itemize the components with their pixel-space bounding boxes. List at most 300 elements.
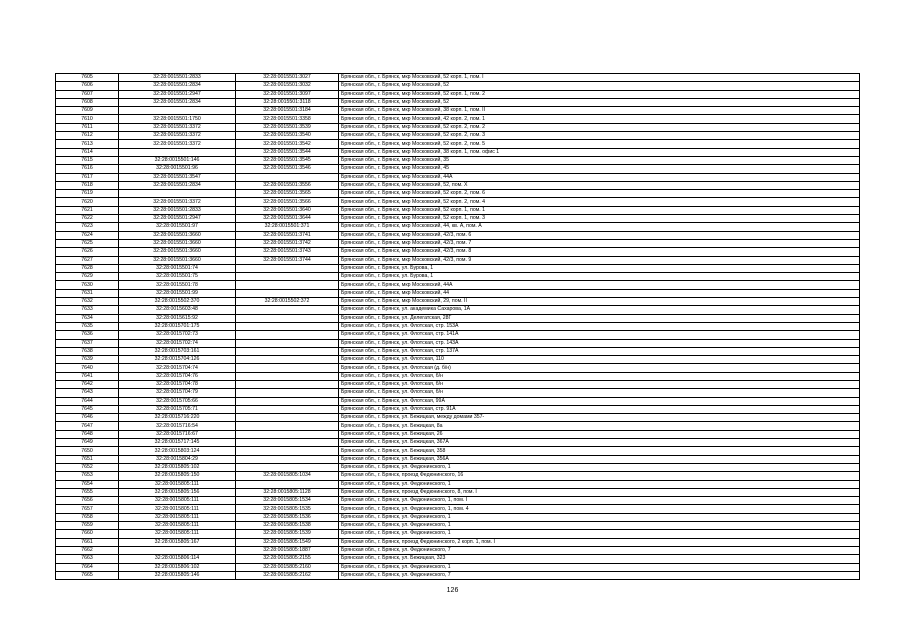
table-row <box>56 82 860 90</box>
row-number-cell: 7616 <box>56 165 119 173</box>
address-cell: Брянская обл., г. Брянск, мкр Московский, 52 корп. 2, пом. 2 <box>339 123 860 131</box>
row-number-cell: 7639 <box>56 356 119 364</box>
object-number-cell <box>236 264 339 272</box>
parcel-number-cell: 32:28:0015501:75 <box>119 273 236 281</box>
parcel-number-cell: 32:28:0015501:3660 <box>119 248 236 256</box>
table-row <box>56 513 860 521</box>
table-row <box>56 488 860 496</box>
address-cell: Брянская обл., г. Брянск, ул. Федюнинского, 7 <box>339 546 860 554</box>
row-number-cell: 7640 <box>56 364 119 372</box>
object-number-cell <box>236 356 339 364</box>
object-number-cell: 32:28:0015805:1549 <box>236 538 339 546</box>
row-number-cell: 7610 <box>56 115 119 123</box>
table-row <box>56 306 860 314</box>
address-cell: Брянская обл., г. Брянск, мкр Московский, 44А <box>339 281 860 289</box>
address-cell: Брянская обл., г. Брянск, мкр Московский, 44, кв. А, пом. А <box>339 223 860 231</box>
address-cell: Брянская обл., г. Брянск, мкр Московский, 52 корп. 2, пом. 5 <box>339 140 860 148</box>
object-number-cell: 32:28:0015501:3027 <box>236 74 339 82</box>
table-row <box>56 372 860 380</box>
address-cell: Брянская обл., г. Брянск, мкр Московский, 52 корп. 2, пом. 6 <box>339 190 860 198</box>
parcel-number-cell: 32:28:0015615:92 <box>119 314 236 322</box>
row-number-cell: 7665 <box>56 571 119 579</box>
object-number-cell <box>236 273 339 281</box>
table-row <box>56 405 860 413</box>
row-number-cell: 7623 <box>56 223 119 231</box>
parcel-number-cell: 32:28:0015603:48 <box>119 306 236 314</box>
object-number-cell <box>236 422 339 430</box>
row-number-cell: 7615 <box>56 156 119 164</box>
object-number-cell: 32:28:0015501:3556 <box>236 181 339 189</box>
row-number-cell: 7659 <box>56 522 119 530</box>
address-cell: Брянская обл., г. Брянск, мкр Московский, 52 корп. 1, пом. 2 <box>339 90 860 98</box>
object-number-cell <box>236 480 339 488</box>
table-row <box>56 181 860 189</box>
table-row <box>56 239 860 247</box>
object-number-cell <box>236 414 339 422</box>
row-number-cell: 7653 <box>56 472 119 480</box>
table-row <box>56 98 860 106</box>
object-number-cell: 32:28:0015501:3566 <box>236 198 339 206</box>
table-row <box>56 148 860 156</box>
address-cell: Брянская обл., г. Брянск, проезд Федюнинского, 2 корп. 1, пом. I <box>339 538 860 546</box>
address-cell: Брянская обл., г. Брянск, мкр Московский, 52 корп. 1, пом. 3 <box>339 215 860 223</box>
address-cell: Брянская обл., г. Брянск, ул. Флотская, стр. 143А <box>339 339 860 347</box>
row-number-cell: 7657 <box>56 505 119 513</box>
table-body <box>56 74 860 580</box>
object-number-cell: 32:28:0015501:371 <box>236 223 339 231</box>
table-row <box>56 397 860 405</box>
row-number-cell: 7607 <box>56 90 119 98</box>
parcel-number-cell: 32:28:0015501:2833 <box>119 206 236 214</box>
address-cell: Брянская обл., г. Брянск, ул. Флотская, б/н <box>339 389 860 397</box>
parcel-number-cell: 32:28:0015805:111 <box>119 522 236 530</box>
address-cell: Брянская обл., г. Брянск, мкр Московский, 52 <box>339 82 860 90</box>
parcel-number-cell: 32:28:0015704:74 <box>119 364 236 372</box>
address-cell: Брянская обл., г. Брянск, ул. Федюнинского, 7 <box>339 571 860 579</box>
address-cell: Брянская обл., г. Брянск, ул. Бурова, 1 <box>339 264 860 272</box>
row-number-cell: 7644 <box>56 397 119 405</box>
parcel-number-cell: 32:28:0015705:66 <box>119 397 236 405</box>
address-cell: Брянская обл., г. Брянск, ул. академика Сахарова, 1А <box>339 306 860 314</box>
row-number-cell: 7664 <box>56 563 119 571</box>
parcel-number-cell: 32:28:0015704:126 <box>119 356 236 364</box>
parcel-number-cell: 32:28:0015702:73 <box>119 331 236 339</box>
table-row <box>56 555 860 563</box>
table-row <box>56 115 860 123</box>
address-cell: Брянская обл., г. Брянск, ул. Бурова, 1 <box>339 273 860 281</box>
address-cell: Брянская обл., г. Брянск, ул. Бежицкая, 358 <box>339 447 860 455</box>
address-cell: Брянская обл., г. Брянск, мкр Московский, 38 корп. 1, пом. офис 1 <box>339 148 860 156</box>
parcel-number-cell: 32:28:0015701:175 <box>119 322 236 330</box>
address-cell: Брянская обл., г. Брянск, ул. Флотская, стр. 137А <box>339 347 860 355</box>
object-number-cell <box>236 455 339 463</box>
parcel-number-cell <box>119 546 236 554</box>
parcel-number-cell: 32:28:0015501:3547 <box>119 173 236 181</box>
address-cell: Брянская обл., г. Брянск, мкр Московский, 42 корп. 2, пом. 1 <box>339 115 860 123</box>
address-cell: Брянская обл., г. Брянск, ул. Бежицкая, 367А <box>339 439 860 447</box>
parcel-number-cell: 32:28:0015501:2947 <box>119 90 236 98</box>
parcel-number-cell: 32:28:0015806:102 <box>119 563 236 571</box>
table-row <box>56 522 860 530</box>
row-number-cell: 7614 <box>56 148 119 156</box>
parcel-number-cell: 32:28:0015501:3660 <box>119 239 236 247</box>
address-cell: Брянская обл., г. Брянск, мкр Московский, 44А <box>339 173 860 181</box>
row-number-cell: 7608 <box>56 98 119 106</box>
object-number-cell <box>236 397 339 405</box>
row-number-cell: 7622 <box>56 215 119 223</box>
object-number-cell <box>236 405 339 413</box>
address-cell: Брянская обл., г. Брянск, ул. Бежицкая, 26 <box>339 430 860 438</box>
address-cell: Брянская обл., г. Брянск, мкр Московский, 42/3, пом. 7 <box>339 239 860 247</box>
object-number-cell: 32:28:0015501:3097 <box>236 90 339 98</box>
table-row <box>56 439 860 447</box>
address-cell: Брянская обл., г. Брянск, мкр Московский, 42/3, пом. 6 <box>339 231 860 239</box>
parcel-number-cell: 32:28:0015805:156 <box>119 488 236 496</box>
object-number-cell: 32:28:0015501:3032 <box>236 82 339 90</box>
parcel-number-cell: 32:28:0015501:78 <box>119 281 236 289</box>
row-number-cell: 7641 <box>56 372 119 380</box>
row-number-cell: 7606 <box>56 82 119 90</box>
address-cell: Брянская обл., г. Брянск, ул. Федюнинского, 1 <box>339 522 860 530</box>
object-number-cell: 32:28:0015501:3358 <box>236 115 339 123</box>
table-row <box>56 140 860 148</box>
table-row <box>56 563 860 571</box>
row-number-cell: 7611 <box>56 123 119 131</box>
table-row <box>56 530 860 538</box>
object-number-cell: 32:28:0015501:3539 <box>236 123 339 131</box>
object-number-cell <box>236 306 339 314</box>
parcel-number-cell: 32:28:0015805:102 <box>119 463 236 471</box>
table-row <box>56 463 860 471</box>
parcel-number-cell: 32:28:0015501:3372 <box>119 132 236 140</box>
parcel-number-cell: 32:28:0015805:111 <box>119 530 236 538</box>
row-number-cell: 7624 <box>56 231 119 239</box>
address-cell: Брянская обл., г. Брянск, ул. Федюнинского, 1, пом. I <box>339 497 860 505</box>
address-cell: Брянская обл., г. Брянск, ул. Федюнинского, 1 <box>339 513 860 521</box>
parcel-number-cell: 32:28:0015704:79 <box>119 389 236 397</box>
parcel-number-cell: 32:28:0015501:3372 <box>119 198 236 206</box>
address-cell: Брянская обл., г. Брянск, ул. Бежицкая, 323 <box>339 555 860 563</box>
table-row <box>56 231 860 239</box>
row-number-cell: 7612 <box>56 132 119 140</box>
row-number-cell: 7609 <box>56 107 119 115</box>
object-number-cell: 32:28:0015805:2160 <box>236 563 339 571</box>
parcel-number-cell: 32:28:0015501:3372 <box>119 140 236 148</box>
parcel-number-cell: 32:28:0015716:67 <box>119 430 236 438</box>
table-row <box>56 339 860 347</box>
table-row <box>56 422 860 430</box>
object-number-cell: 32:28:0015805:1536 <box>236 513 339 521</box>
row-number-cell: 7655 <box>56 488 119 496</box>
table-row <box>56 356 860 364</box>
address-cell: Брянская обл., г. Брянск, ул. Флотская (д. б/н) <box>339 364 860 372</box>
parcel-number-cell: 32:28:0015501:96 <box>119 165 236 173</box>
object-number-cell <box>236 331 339 339</box>
parcel-number-cell: 32:28:0015806:114 <box>119 555 236 563</box>
object-number-cell <box>236 173 339 181</box>
table-row <box>56 132 860 140</box>
registry-table <box>55 73 860 580</box>
object-number-cell <box>236 322 339 330</box>
table-row <box>56 480 860 488</box>
object-number-cell: 32:28:0015501:3184 <box>236 107 339 115</box>
table-row <box>56 331 860 339</box>
parcel-number-cell: 32:28:0015803:124 <box>119 447 236 455</box>
table-row <box>56 571 860 579</box>
address-cell: Брянская обл., г. Брянск, мкр Московский, 29, пом. II <box>339 298 860 306</box>
address-cell: Брянская обл., г. Брянск, проезд Федюнинского, 8, пом. I <box>339 488 860 496</box>
table-row <box>56 190 860 198</box>
row-number-cell: 7629 <box>56 273 119 281</box>
parcel-number-cell: 32:28:0015805:167 <box>119 538 236 546</box>
row-number-cell: 7621 <box>56 206 119 214</box>
table-row <box>56 248 860 256</box>
object-number-cell: 32:28:0015501:3118 <box>236 98 339 106</box>
row-number-cell: 7643 <box>56 389 119 397</box>
row-number-cell: 7654 <box>56 480 119 488</box>
parcel-number-cell: 32:28:0015501:3660 <box>119 231 236 239</box>
parcel-number-cell: 32:28:0015716:54 <box>119 422 236 430</box>
object-number-cell <box>236 389 339 397</box>
object-number-cell: 32:28:0015805:1538 <box>236 522 339 530</box>
table-row <box>56 107 860 115</box>
parcel-number-cell: 32:28:0015716:220 <box>119 414 236 422</box>
table-row <box>56 505 860 513</box>
address-cell: Брянская обл., г. Брянск, мкр Московский, 42/3, пом. 8 <box>339 248 860 256</box>
parcel-number-cell: 32:28:0015501:74 <box>119 264 236 272</box>
object-number-cell <box>236 372 339 380</box>
address-cell: Брянская обл., г. Брянск, ул. Флотская, 99А <box>339 397 860 405</box>
row-number-cell: 7626 <box>56 248 119 256</box>
table-row <box>56 123 860 131</box>
address-cell: Брянская обл., г. Брянск, ул. Федюнинского, 1 <box>339 563 860 571</box>
address-cell: Брянская обл., г. Брянск, ул. Флотская, стр. 153А <box>339 322 860 330</box>
table-row <box>56 447 860 455</box>
object-number-cell <box>236 339 339 347</box>
address-cell: Брянская обл., г. Брянск, ул. Федюнинского, 1, пом. 4 <box>339 505 860 513</box>
row-number-cell: 7631 <box>56 289 119 297</box>
parcel-number-cell: 32:28:0015501:146 <box>119 156 236 164</box>
object-number-cell: 32:28:0015501:3640 <box>236 206 339 214</box>
address-cell: Брянская обл., г. Брянск, ул. Флотская, б/н <box>339 372 860 380</box>
object-number-cell: 32:28:0015805:1887 <box>236 546 339 554</box>
address-cell: Брянская обл., г. Брянск, мкр Московский, 44 <box>339 289 860 297</box>
table-row <box>56 322 860 330</box>
table-row <box>56 314 860 322</box>
table-row <box>56 273 860 281</box>
parcel-number-cell: 32:28:0015703:161 <box>119 347 236 355</box>
table-row <box>56 90 860 98</box>
table-row <box>56 206 860 214</box>
parcel-number-cell: 32:28:0015501:2833 <box>119 74 236 82</box>
object-number-cell: 32:28:0015501:3743 <box>236 248 339 256</box>
row-number-cell: 7635 <box>56 322 119 330</box>
object-number-cell: 32:28:0015501:3644 <box>236 215 339 223</box>
address-cell: Брянская обл., г. Брянск, ул. Бежицкая, 8а <box>339 422 860 430</box>
table-row <box>56 298 860 306</box>
row-number-cell: 7613 <box>56 140 119 148</box>
row-number-cell: 7656 <box>56 497 119 505</box>
parcel-number-cell: 32:28:0015702:74 <box>119 339 236 347</box>
row-number-cell: 7619 <box>56 190 119 198</box>
address-cell: Брянская обл., г. Брянск, мкр Московский, 52 корп. 2, пом. 4 <box>339 198 860 206</box>
table-row <box>56 546 860 554</box>
table-row <box>56 198 860 206</box>
table-row <box>56 389 860 397</box>
table-row <box>56 256 860 264</box>
parcel-number-cell: 32:28:0015805:111 <box>119 480 236 488</box>
row-number-cell: 7617 <box>56 173 119 181</box>
parcel-number-cell <box>119 148 236 156</box>
address-cell: Брянская обл., г. Брянск, проезд Федюнинского, 16 <box>339 472 860 480</box>
parcel-number-cell: 32:28:0015501:3372 <box>119 123 236 131</box>
object-number-cell: 32:28:0015805:1128 <box>236 488 339 496</box>
address-cell: Брянская обл., г. Брянск, ул. Бежицкая, между домами 357- <box>339 414 860 422</box>
table-row <box>56 173 860 181</box>
object-number-cell: 32:28:0015501:3544 <box>236 148 339 156</box>
object-number-cell: 32:28:0015805:1034 <box>236 472 339 480</box>
address-cell: Брянская обл., г. Брянск, мкр Московский, 52 корп. 1, пом. 1 <box>339 206 860 214</box>
row-number-cell: 7651 <box>56 455 119 463</box>
address-cell: Брянская обл., г. Брянск, ул. Федюнинского, 1 <box>339 463 860 471</box>
table-row <box>56 364 860 372</box>
parcel-number-cell: 32:28:0015501:99 <box>119 289 236 297</box>
parcel-number-cell: 32:28:0015501:97 <box>119 223 236 231</box>
object-number-cell: 32:28:0015501:3542 <box>236 140 339 148</box>
row-number-cell: 7633 <box>56 306 119 314</box>
object-number-cell <box>236 463 339 471</box>
address-cell: Брянская обл., г. Брянск, мкр Московский, 38 корп. 1, пом. II <box>339 107 860 115</box>
parcel-number-cell: 32:28:0015705:71 <box>119 405 236 413</box>
address-cell: Брянская обл., г. Брянск, ул. Бежицкая, 356А <box>339 455 860 463</box>
object-number-cell <box>236 289 339 297</box>
row-number-cell: 7620 <box>56 198 119 206</box>
parcel-number-cell: 32:28:0015805:111 <box>119 513 236 521</box>
address-cell: Брянская обл., г. Брянск, мкр Московский, 42/3, пом. 9 <box>339 256 860 264</box>
object-number-cell: 32:28:0015805:2155 <box>236 555 339 563</box>
row-number-cell: 7625 <box>56 239 119 247</box>
table-row <box>56 347 860 355</box>
object-number-cell: 32:28:0015501:3540 <box>236 132 339 140</box>
parcel-number-cell: 32:28:0015502:370 <box>119 298 236 306</box>
parcel-number-cell: 32:28:0015501:2834 <box>119 98 236 106</box>
table-row <box>56 74 860 82</box>
address-cell: Брянская обл., г. Брянск, ул. Делегатская, 28Г <box>339 314 860 322</box>
object-number-cell: 32:28:0015501:3565 <box>236 190 339 198</box>
object-number-cell: 32:28:0015501:3545 <box>236 156 339 164</box>
row-number-cell: 7632 <box>56 298 119 306</box>
parcel-number-cell: 32:28:0015805:111 <box>119 505 236 513</box>
table-row <box>56 264 860 272</box>
parcel-number-cell <box>119 190 236 198</box>
row-number-cell: 7642 <box>56 380 119 388</box>
address-cell: Брянская обл., г. Брянск, мкр Московский, 35 <box>339 156 860 164</box>
parcel-number-cell: 32:28:0015501:2834 <box>119 181 236 189</box>
parcel-number-cell: 32:28:0015704:78 <box>119 380 236 388</box>
table-row <box>56 497 860 505</box>
object-number-cell <box>236 281 339 289</box>
object-number-cell <box>236 380 339 388</box>
parcel-number-cell: 32:28:0015805:146 <box>119 571 236 579</box>
object-number-cell <box>236 314 339 322</box>
row-number-cell: 7649 <box>56 439 119 447</box>
row-number-cell: 7605 <box>56 74 119 82</box>
object-number-cell <box>236 347 339 355</box>
parcel-number-cell: 32:28:0015805:150 <box>119 472 236 480</box>
address-cell: Брянская обл., г. Брянск, ул. Федюнинского, 1 <box>339 530 860 538</box>
table-row <box>56 380 860 388</box>
address-cell: Брянская обл., г. Брянск, мкр Московский, 45 <box>339 165 860 173</box>
row-number-cell: 7650 <box>56 447 119 455</box>
row-number-cell: 7663 <box>56 555 119 563</box>
object-number-cell: 32:28:0015502:372 <box>236 298 339 306</box>
table-row <box>56 215 860 223</box>
row-number-cell: 7646 <box>56 414 119 422</box>
object-number-cell: 32:28:0015501:3741 <box>236 231 339 239</box>
parcel-number-cell: 32:28:0015501:1750 <box>119 115 236 123</box>
address-cell: Брянская обл., г. Брянск, мкр Московский, 52 корп. 1, пом. I <box>339 74 860 82</box>
row-number-cell: 7638 <box>56 347 119 355</box>
address-cell: Брянская обл., г. Брянск, мкр Московский, 52 <box>339 98 860 106</box>
table-row <box>56 430 860 438</box>
table-row <box>56 223 860 231</box>
address-cell: Брянская обл., г. Брянск, ул. Федюнинского, 1 <box>339 480 860 488</box>
object-number-cell: 32:28:0015501:3742 <box>236 239 339 247</box>
address-cell: Брянская обл., г. Брянск, ул. Флотская, б/н <box>339 380 860 388</box>
row-number-cell: 7658 <box>56 513 119 521</box>
object-number-cell: 32:28:0015805:1534 <box>236 497 339 505</box>
parcel-number-cell: 32:28:0015501:3660 <box>119 256 236 264</box>
row-number-cell: 7652 <box>56 463 119 471</box>
parcel-number-cell: 32:28:0015717:145 <box>119 439 236 447</box>
object-number-cell: 32:28:0015501:3744 <box>236 256 339 264</box>
object-number-cell <box>236 364 339 372</box>
table-row <box>56 414 860 422</box>
address-cell: Брянская обл., г. Брянск, мкр Московский, 52, пом. Х <box>339 181 860 189</box>
parcel-number-cell: 32:28:0015501:2834 <box>119 82 236 90</box>
row-number-cell: 7630 <box>56 281 119 289</box>
row-number-cell: 7660 <box>56 530 119 538</box>
row-number-cell: 7662 <box>56 546 119 554</box>
parcel-number-cell: 32:28:0015501:2947 <box>119 215 236 223</box>
row-number-cell: 7634 <box>56 314 119 322</box>
page-number: 126 <box>446 587 459 594</box>
object-number-cell: 32:28:0015805:2162 <box>236 571 339 579</box>
parcel-number-cell <box>119 107 236 115</box>
object-number-cell: 32:28:0015501:3546 <box>236 165 339 173</box>
object-number-cell <box>236 447 339 455</box>
row-number-cell: 7628 <box>56 264 119 272</box>
table-row <box>56 281 860 289</box>
address-cell: Брянская обл., г. Брянск, мкр Московский, 52 корп. 2, пом. 3 <box>339 132 860 140</box>
row-number-cell: 7618 <box>56 181 119 189</box>
object-number-cell <box>236 439 339 447</box>
parcel-number-cell: 32:28:0015805:111 <box>119 497 236 505</box>
table-row <box>56 472 860 480</box>
parcel-number-cell: 32:28:0015804:29 <box>119 455 236 463</box>
object-number-cell: 32:28:0015805:1535 <box>236 505 339 513</box>
table-row <box>56 538 860 546</box>
address-cell: Брянская обл., г. Брянск, ул. Флотская, 110 <box>339 356 860 364</box>
address-cell: Брянская обл., г. Брянск, ул. Флотская, стр. 141А <box>339 331 860 339</box>
table-row <box>56 165 860 173</box>
table-row <box>56 156 860 164</box>
object-number-cell <box>236 430 339 438</box>
table-row <box>56 455 860 463</box>
row-number-cell: 7637 <box>56 339 119 347</box>
object-number-cell: 32:28:0015805:1539 <box>236 530 339 538</box>
row-number-cell: 7645 <box>56 405 119 413</box>
